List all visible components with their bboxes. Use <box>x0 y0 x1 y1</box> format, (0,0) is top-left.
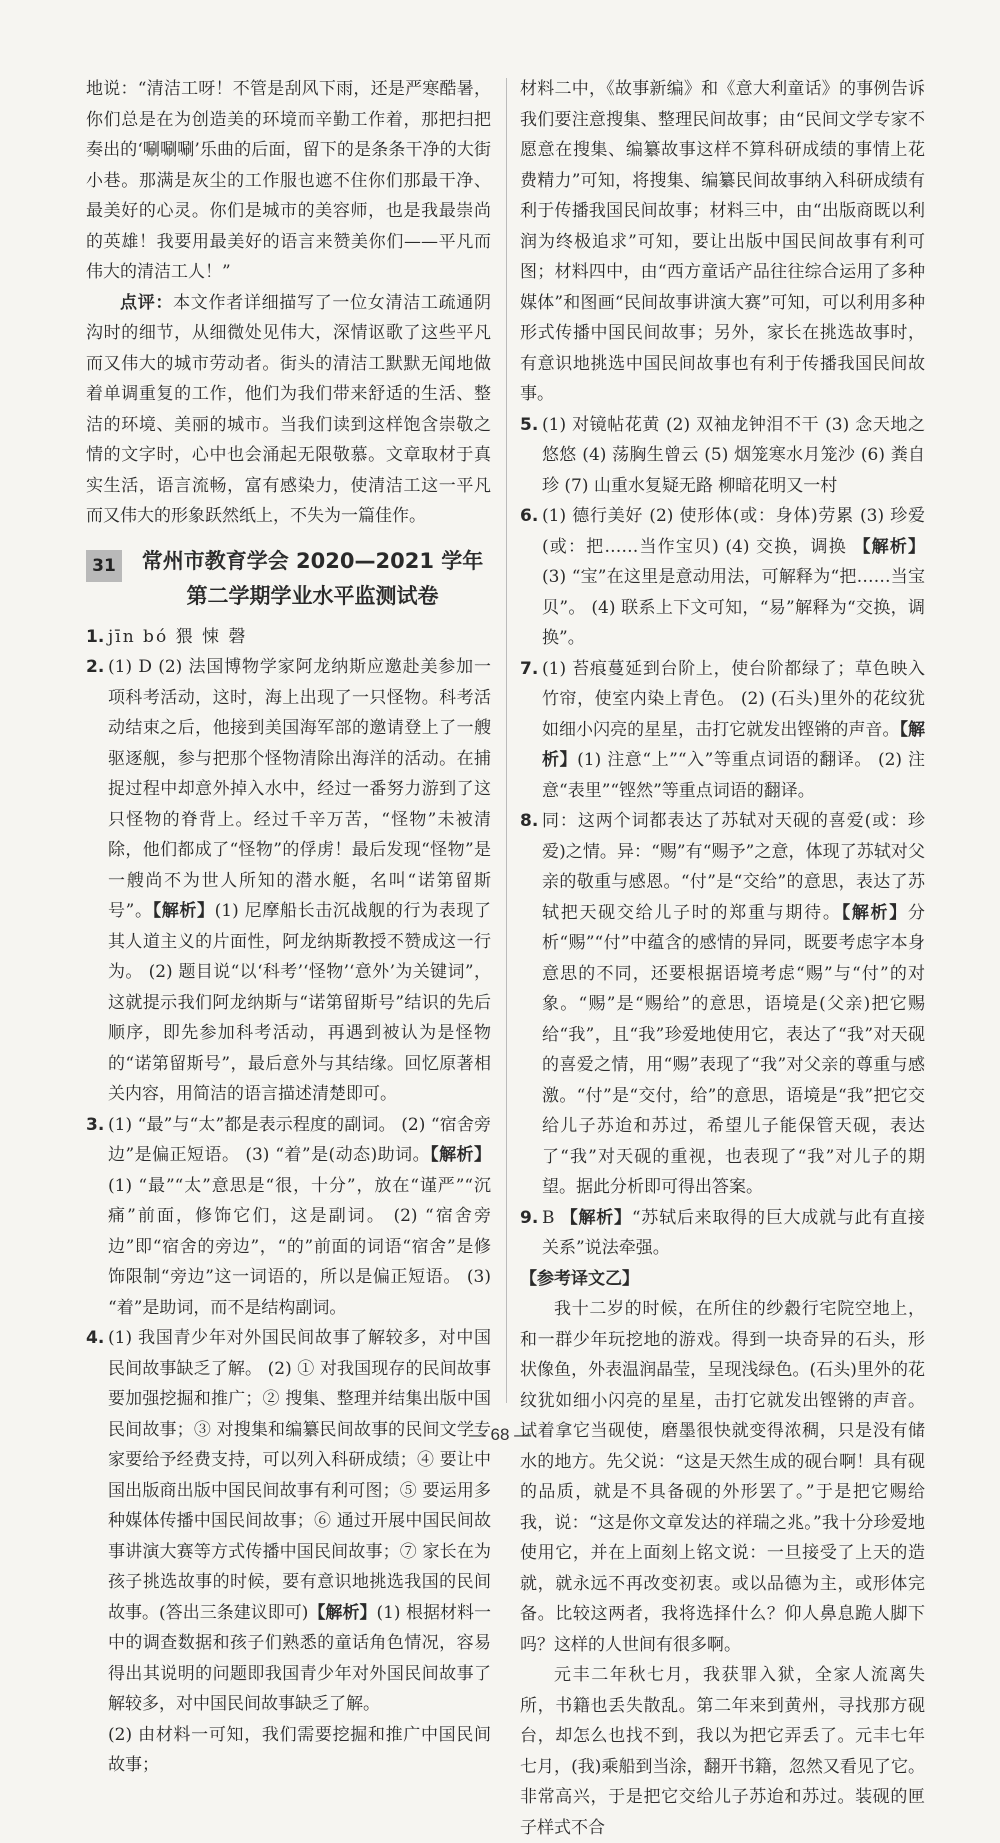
column-divider <box>506 78 507 1403</box>
question-9 <box>520 1203 925 1264</box>
section-title <box>134 544 491 614</box>
comment-text: 本文作者详细描写了一位女清洁工疏通阴沟时的细节，从细微处见伟大，深情讴歌了这些平凡而又伟大的城市劳动者。街头的清洁工默默无闻地做着单调重复的工作，他们为我们带来舒适的生活、整洁的环境、美丽的城市。当我们读到这样饱含崇敬之情的文字时，心中也会涌起无限敬慕。文章取材于真实生活，语言流畅，富有感染力，使清洁工这一平凡而又伟大的形象跃然纸上，不失为一篇佳作。 <box>86 292 492 526</box>
question-number: 6. <box>520 506 539 526</box>
analysis-label: 【解析】 <box>853 536 925 557</box>
answer-text: 同：这两个词都表达了苏轼对天砚的喜爱(或：珍爱)之情。异：“赐”有“赐予”之意，体现了苏轼对父亲的敬重与感恩。“付”是“交给”的意思，表达了苏轼把天砚交给儿子时的郑重与期待。 <box>542 811 925 923</box>
section-title-line-2: 第二学期学业水平监测试卷 <box>186 583 439 608</box>
right-column <box>520 74 925 1843</box>
question-number: 8. <box>520 811 539 831</box>
question-3 <box>86 1110 491 1324</box>
analysis-text: (1) 尼摩船长击沉战舰的行为表现了其人道主义的片面性，阿龙纳斯教授不赞成这一行为。 (2) 题目说“以‘科考’‘怪物’‘意外’为关键词”，这就提示我们阿龙纳斯与“诺第留斯号”结识的先后顺序，即先参加科考活动，再遇到被认为是怪物的“诺第留斯号”，最后意外与其结缘。回忆原著相关内容，用简洁的语言描述清楚即可。 <box>108 901 491 1104</box>
answer-text: (1) 对镜帖花黄 (2) 双袖龙钟泪不干 (3) 念天地之悠悠 (4) 荡胸生曾云 (5) 烟笼寒水月笼沙 (6) 粪自珍 (7) 山重水复疑无路 柳暗花明又一村 <box>542 414 925 496</box>
analysis-text: (1) 注意“上”“入”等重点词语的翻译。 (2) 注意“表里”“铿然”等重点词语的翻译。 <box>542 750 926 801</box>
question-number: 3. <box>86 1114 105 1135</box>
analysis-text: (1) 根据材料一中的调查数据和孩子们熟悉的童话角色情况，容易得出其说明的问题即我国青少年对外国民间故事了解较多，对中国民间故事缺乏了解。 <box>108 1602 492 1714</box>
answer-text: jīn bó 猥 悚 磬 <box>108 626 248 647</box>
section-title-line-1: 常州市教育学会 2020—2021 学年 <box>141 548 484 573</box>
analysis-text: (1) “最”“太”意思是“很，十分”，放在“谨严”“沉痛”前面，修饰它们，这是副词。 (2) “宿舍旁边”即“宿舍的旁边”，“的”前面的词语“宿舍”是修饰限制“旁边”这一词语的，所以是偏正短语。 (3) “着”是助词，而不是结构副词。 <box>108 1175 491 1318</box>
question-1 <box>86 622 491 653</box>
analysis-label: 【解析】 <box>152 901 215 921</box>
answer-text: (1) 德行美好 (2) 使形体(或：身体)劳累 (3) 珍爱(或：把……当作宝贝) (4) 交换，调换 <box>542 506 925 557</box>
analysis-label: 【解析】 <box>841 902 909 923</box>
question-6 <box>520 501 925 654</box>
question-4 <box>86 1323 491 1781</box>
analysis-text: “苏轼后来取得的巨大成就与此有直接关系”说法牵强。 <box>542 1207 925 1258</box>
answer-text: B <box>542 1207 555 1228</box>
question-5 <box>520 410 925 502</box>
question-number: 4. <box>86 1328 105 1348</box>
question-2 <box>86 652 491 1110</box>
answer-text: (1) “最”与“太”都是表示程度的副词。 (2) “宿舍旁边”是偏正短语。 (3) “着”是(动态)助词。 <box>108 1114 491 1165</box>
analysis-text: (3) “宝”在这里是意动用法，可解释为“把……当宝贝”。 (4) 联系上下文可知，“易”解释为“交换，调换”。 <box>542 567 925 648</box>
comment-paragraph <box>86 288 491 532</box>
comment-label: 点评： <box>120 292 174 313</box>
translation-paragraph-1: 我十二岁的时候，在所住的纱縠行宅院空地上，和一群少年玩挖地的游戏。得到一块奇异的石头，形状像鱼，外表温润晶莹，呈现浅绿色。(石头)里外的花纹犹如细小闪亮的星星，击打它就发出铿锵的声音。试着拿它当砚使，磨墨很快就变得浓稠，只是没有储水的地方。先父说：“这是天然生成的砚台啊！具有砚的品质，就是不具备砚的外形罢了。”于是把它赐给我，说：“这是你文章发达的祥瑞之兆。”我十分珍爱地使用它，并在上面刻上铭文说：一旦接受了上天的造就，就永远不再改变初衷。或以品德为主，或形体完备。比较这两者，我将选择什么？仰人鼻息跪人脚下吗？这样的人世间有很多啊。 <box>520 1299 925 1655</box>
analysis-text-continued: (2) 由材料一可知，我们需要挖掘和推广中国民间故事； <box>108 1724 491 1775</box>
answer-text: (1) 我国青少年对外国民间故事了解较多，对中国民间故事缺乏了解。 (2) ① 对我国现存的民间故事要加强挖掘和推广；② 搜集、整理并结集出版中国民间故事；③ 对搜集和编纂民间故事的民间文学专家要给予经费支持，可以列入科研成绩；④ 要让中国出版商出版中国民间故事有利可图；⑤ 要运用多种媒体传播中国民间故事；⑥ 通过开展中国民间故事讲演大赛等方式传播中国民间故事；⑦ 家长在为孩子挑选故事的时候，要有意识地挑选我国的民间故事。(答出三条建议即可) <box>108 1328 491 1623</box>
question-8 <box>520 806 925 1203</box>
question-number: 2. <box>86 657 105 677</box>
translation-heading: 【参考译文乙】 <box>520 1268 639 1289</box>
essay-ending: 地说：“清洁工呀！不管是刮风下雨，还是严寒酷暑，你们总是在为创造美的环境而辛勤工作着，那把扫把奏出的‘唰唰唰’乐曲的后面，留下的是条条干净的大街小巷。那满是灰尘的工作服也遮不住你们那最干净、最美好的心灵。你们是城市的美容师，也是我最崇尚的英雄！我要用最美好的语言来赞美你们——平凡而伟大的清洁工人！” <box>86 79 491 282</box>
analysis-text: 分析“赐”“付”中蕴含的感情的异同，既要考虑字本身意思的不同，还要根据语境考虑“赐”与“付”的对象。“赐”是“赐给”的意思，语境是(父亲)把它赐给“我”，且“我”珍爱地使用它，表达了“我”对天砚的喜爱之情，用“赐”表现了“我”对父亲的尊重与感激。“付”是“交付，给”的意思，语境是“我”把它交给儿子苏迨和苏过，希望儿子能保管天砚，表达了“我”对天砚的重视，也表现了“我”对儿子的期望。据此分析即可得出答案。 <box>542 902 926 1197</box>
section-number-badge: 31 <box>86 550 122 582</box>
question-number: 1. <box>86 626 105 647</box>
left-column <box>86 74 491 1781</box>
question-number: 7. <box>520 658 539 679</box>
analysis-label: 【解析】 <box>430 1145 492 1165</box>
answer-text: (1) D (2) 法国博物学家阿龙纳斯应邀赴美参加一项科考活动，这时，海上出现了一只怪物。科考活动结束之后，他接到美国海军部的邀请登上了一艘驱逐舰，参与把那个怪物清除出海洋的活动。在捕捉过程中却意外掉入水中，经过一番努力游到了这只怪物的脊背上。经过千辛万苦，“怪物”未被清除，他们都成了“怪物”的俘虏！最后发现“怪物”是一艘尚不为世人所知的潜水艇，名叫“诺第留斯号”。 <box>108 657 491 921</box>
question-number: 5. <box>520 414 539 435</box>
answer-text: (1) 苔痕蔓延到台阶上，使台阶都绿了；草色映入竹帘，使室内染上青色。 (2) (石头)里外的花纹犹如细小闪亮的星星，击打它就发出铿锵的声音。 <box>542 658 925 740</box>
analysis-label: 【解析】 <box>542 719 926 770</box>
question-number: 9. <box>520 1207 539 1228</box>
translation-paragraph-2: 元丰二年秋七月，我获罪入狱，全家人流离失所，书籍也丢失散乱。第二年来到黄州，寻找那方砚台，却怎么也找不到，我以为把它弄丢了。元丰七年七月，(我)乘船到当涂，翻开书籍，忽然又看见了它。非常高兴，于是把它交给儿子苏迨和苏过。装砚的匣子样式不合 <box>520 1665 925 1838</box>
analysis-label: 【解析】 <box>560 1207 632 1228</box>
analysis-label: 【解析】 <box>308 1602 377 1623</box>
page-number: — 68 — <box>468 1425 532 1444</box>
section-header <box>86 544 491 614</box>
q4-analysis-continued: 材料二中，《故事新编》和《意大利童话》的事例告诉我们要注意搜集、整理民间故事；由“民间文学专家不愿意在搜集、编纂故事这样不算科研成绩的事情上花费精力”可知，将搜集、编纂民间故事纳入科研成绩有利于传播我国民间故事；材料三中，由“出版商既以利润为终极追求”可知，要让出版中国民间故事有利可图；材料四中，由“西方童话产品往往综合运用了多种媒体”和图画“民间故事讲演大赛”可知，可以利用多种形式传播中国民间故事；另外，家长在挑选故事时，有意识地挑选中国民间故事也有利于传播我国民间故事。 <box>520 79 925 404</box>
question-7 <box>520 654 925 807</box>
